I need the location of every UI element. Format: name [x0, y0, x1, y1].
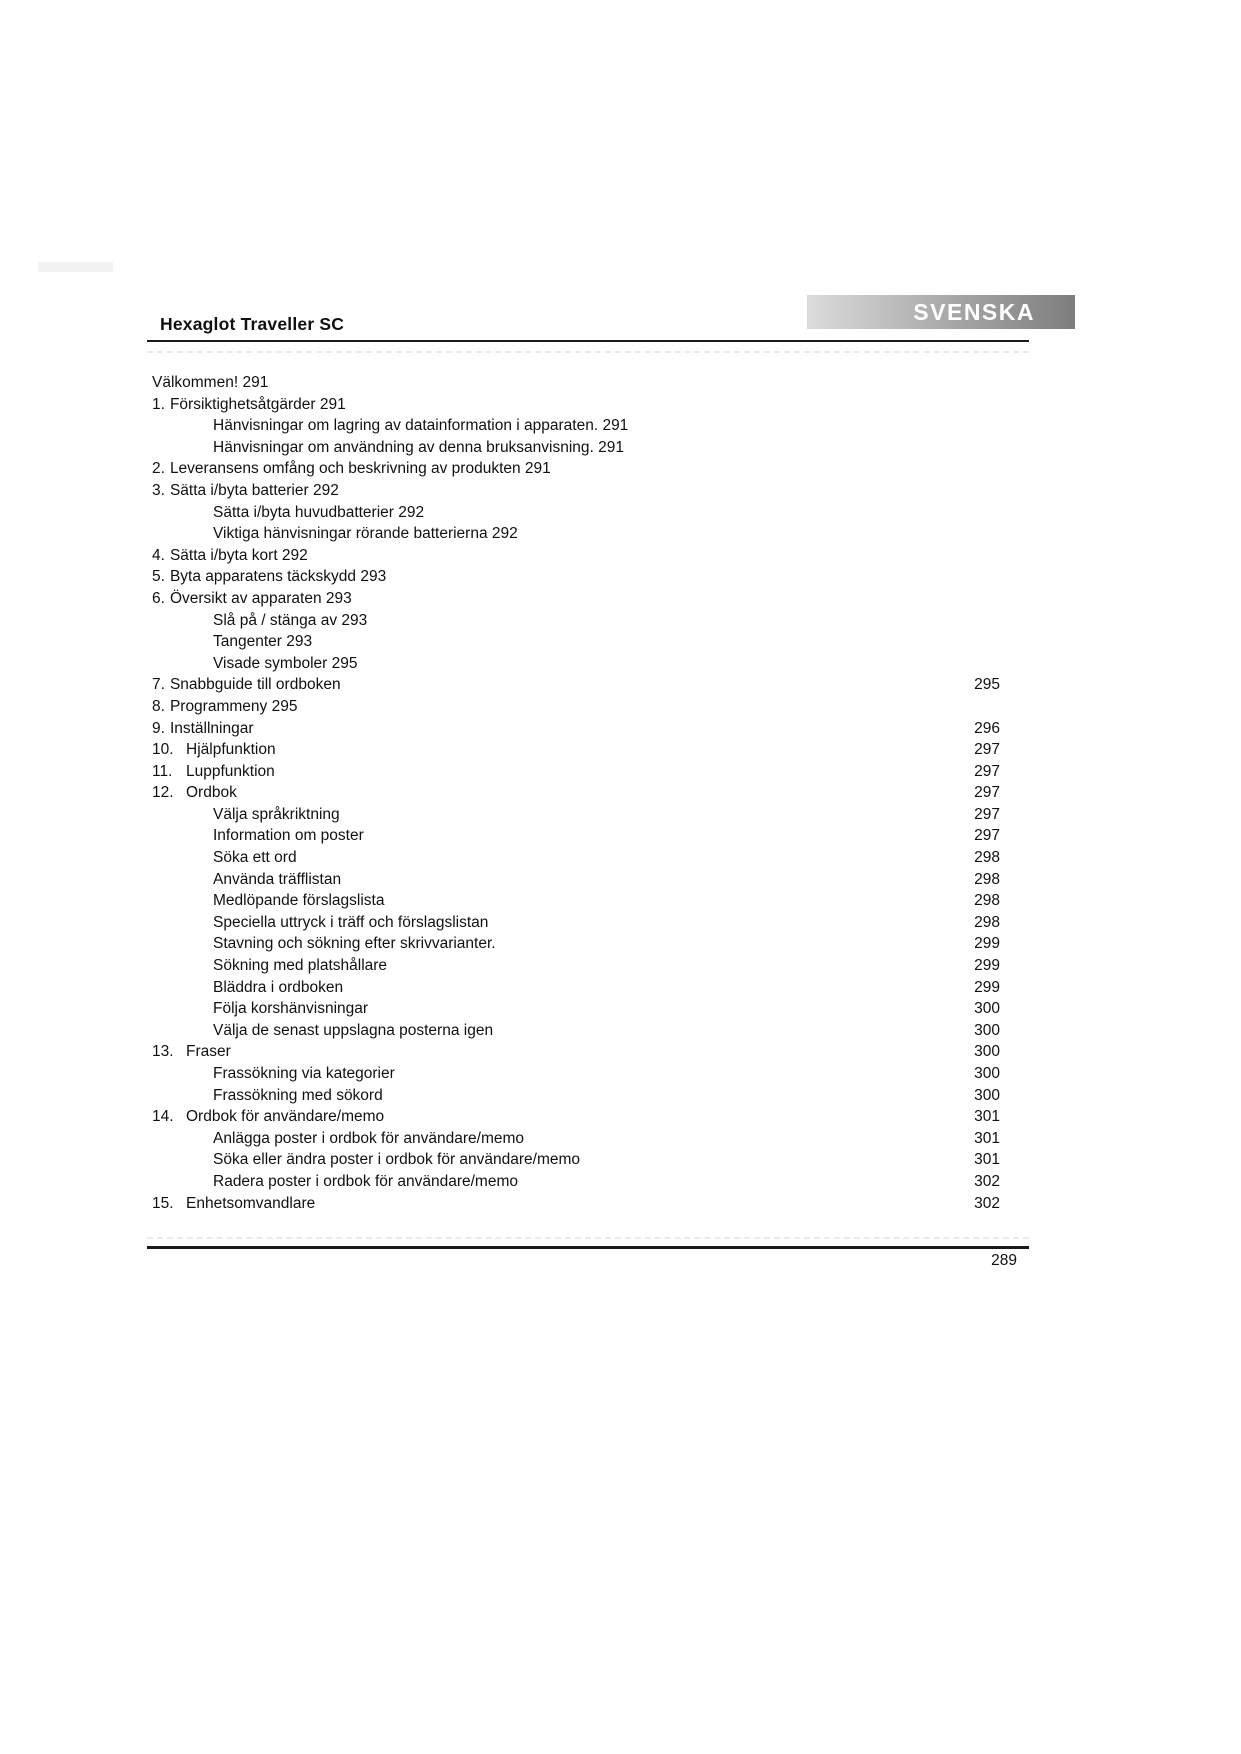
toc-entry-label: Frassökning med sökord — [213, 1086, 383, 1104]
toc-entry — [152, 1106, 1000, 1128]
toc-entry-number: 8. — [152, 697, 165, 715]
toc-entry-label: Välja språkriktning — [213, 805, 340, 823]
toc-entry — [152, 610, 1000, 632]
toc-entry-label: Ordbok — [186, 784, 237, 802]
toc-entry-page: 300 — [974, 1000, 1000, 1018]
toc-entry-page: 301 — [974, 1129, 1000, 1147]
toc-entry — [152, 782, 1000, 804]
toc-entry-number: 13. — [152, 1043, 174, 1061]
toc-entry-label: Anlägga poster i ordbok för användare/memo — [213, 1129, 525, 1147]
toc-entry-page: 302 — [974, 1172, 1000, 1190]
toc-entry-number: 2. — [152, 460, 165, 478]
toc-entry-label: Speciella uttryck i träff och förslagslistan — [213, 913, 489, 931]
toc-entry — [152, 718, 1000, 740]
toc-entry — [152, 1020, 1000, 1042]
toc-entry-page: 299 — [974, 978, 1000, 996]
toc-entry — [152, 825, 1000, 847]
toc-entry-label: Enhetsomvandlare — [186, 1194, 316, 1212]
toc-entry — [152, 933, 1000, 955]
toc-entry — [152, 1171, 1000, 1193]
toc-entry — [152, 1085, 1000, 1107]
toc-entry-page: 295 — [974, 676, 1000, 694]
toc-entry-page: 297 — [974, 741, 1000, 759]
toc-entry — [152, 394, 1000, 416]
toc-entry — [152, 1041, 1000, 1063]
toc-entry-label: Medlöpande förslagslista — [213, 892, 385, 910]
toc-entry — [152, 761, 1000, 783]
toc-entry — [152, 588, 1000, 610]
toc-entry-page: 297 — [974, 827, 1000, 845]
toc-entry — [152, 502, 1000, 524]
toc-entry-page: 298 — [974, 870, 1000, 888]
toc-entry-page: 300 — [974, 1086, 1000, 1104]
toc-entry-label: Stavning och sökning efter skrivvarianter. — [213, 935, 496, 953]
toc-entry — [152, 696, 1000, 718]
toc-entry-number: 9. — [152, 719, 165, 737]
toc-entry — [152, 545, 1000, 567]
toc-entry-label: Inställningar — [169, 719, 254, 737]
footer-dash-artifact — [147, 1237, 1029, 1239]
toc-entry-label: Välja de senast uppslagna posterna igen — [213, 1021, 494, 1039]
footer-divider — [147, 1246, 1029, 1249]
toc-entry — [152, 653, 1000, 675]
toc-entry — [152, 566, 1000, 588]
toc-entry-page: 301 — [974, 1151, 1000, 1169]
toc-entry — [152, 912, 1000, 934]
toc-entry-page: 297 — [974, 762, 1000, 780]
language-banner — [807, 295, 1075, 329]
toc-entry-label: Sätta i/byta huvudbatterier 292 — [213, 503, 425, 521]
toc-entry-label: Fraser — [186, 1043, 231, 1061]
toc-entry-label: Snabbguide till ordboken — [169, 676, 341, 694]
toc-entry-page: 299 — [974, 957, 1000, 975]
toc-entry-label: Information om poster — [213, 827, 364, 845]
table-of-contents — [152, 372, 1000, 1214]
toc-entry — [152, 458, 1000, 480]
toc-entry-page: 300 — [974, 1021, 1000, 1039]
toc-entry-number: 4. — [152, 546, 165, 564]
toc-entry-number: 15. — [152, 1194, 174, 1212]
toc-entry-number: 12. — [152, 784, 174, 802]
toc-entry-number: 1. — [152, 395, 165, 413]
toc-entry-number: 5. — [152, 568, 165, 586]
toc-entry-label: Radera poster i ordbok för användare/memo — [213, 1172, 518, 1190]
toc-entry-page: 297 — [974, 805, 1000, 823]
toc-entry-label: Sätta i/byta batterier 292 — [169, 481, 339, 499]
toc-entry — [152, 372, 1000, 394]
toc-entry-page: 298 — [974, 892, 1000, 910]
toc-entry-number: 7. — [152, 676, 165, 694]
toc-entry-label: Hjälpfunktion — [186, 741, 276, 759]
toc-entry-label: Leveransens omfång och beskrivning av produkten 291 — [169, 460, 551, 478]
toc-entry — [152, 674, 1000, 696]
toc-entry-number: 11. — [152, 762, 173, 780]
toc-entry — [152, 977, 1000, 999]
toc-entry — [152, 631, 1000, 653]
toc-entry-label: Frassökning via kategorier — [213, 1065, 395, 1082]
toc-entry-label: Programmeny 295 — [169, 697, 298, 715]
toc-entry — [152, 1063, 1000, 1085]
toc-entry — [152, 437, 1000, 459]
toc-entry-page: 299 — [974, 935, 1000, 953]
toc-entry — [152, 1193, 1000, 1215]
toc-entry-label: Slå på / stänga av 293 — [213, 611, 368, 629]
toc-entry — [152, 998, 1000, 1020]
header-divider — [147, 340, 1029, 342]
toc-entry-label: Sätta i/byta kort 292 — [169, 546, 308, 564]
toc-entry-page: 297 — [974, 784, 1000, 802]
page-title: Hexaglot Traveller SC — [160, 314, 345, 334]
toc-entry-label: Hänvisningar om lagring av datainformation i apparaten. 291 — [213, 417, 629, 435]
toc-entry-label: Använda träfflistan — [213, 870, 342, 888]
scan-artifact — [38, 262, 113, 272]
language-label: SVENSKA — [913, 298, 1035, 325]
toc-entry-label: Viktiga hänvisningar rörande batterierna 292 — [213, 525, 518, 543]
toc-entry-page: 298 — [974, 849, 1000, 867]
toc-entry-label: Försiktighetsåtgärder 291 — [169, 395, 346, 413]
toc-entry-label: Tangenter 293 — [213, 633, 313, 651]
toc-entry-label: Ordbok för användare/memo — [186, 1108, 385, 1126]
toc-entry — [152, 415, 1000, 437]
toc-entry — [152, 890, 1000, 912]
toc-entry — [152, 869, 1000, 891]
toc-entry-page: 298 — [974, 913, 1000, 931]
toc-entry-label: Luppfunktion — [186, 762, 275, 780]
toc-entry-label: Översikt av apparaten 293 — [169, 589, 352, 607]
toc-entry-label: Sökning med platshållare — [213, 957, 388, 975]
toc-entry-number: 6. — [152, 589, 165, 607]
toc-entry — [152, 1128, 1000, 1150]
toc-entry-label: Bläddra i ordboken — [213, 978, 344, 996]
toc-entry — [152, 523, 1000, 545]
toc-entry-label: Visade symboler 295 — [213, 654, 358, 672]
toc-entry-label: Följa korshänvisningar — [213, 1000, 369, 1018]
toc-entry-page: 301 — [974, 1108, 1000, 1126]
toc-entry-page: 296 — [974, 719, 1000, 737]
toc-entry-label: Hänvisningar om användning av denna bruksanvisning. 291 — [213, 438, 625, 456]
toc-entry-label: Söka eller ändra poster i ordbok för användare/memo — [213, 1151, 581, 1169]
toc-entry-number: 14. — [152, 1108, 174, 1126]
toc-entry-label: Söka ett ord — [213, 849, 297, 867]
toc-entry-page: 302 — [974, 1194, 1000, 1212]
toc-entry — [152, 480, 1000, 502]
toc-entry — [152, 739, 1000, 761]
header-dash-artifact — [147, 351, 1029, 353]
toc-entry-number: 3. — [152, 481, 165, 499]
toc-entry-label: Välkommen! 291 — [152, 374, 269, 391]
toc-entry — [152, 955, 1000, 977]
page-number: 289 — [991, 1252, 1017, 1269]
toc-entry-page: 300 — [974, 1043, 1000, 1061]
toc-entry-number: 10. — [152, 741, 174, 759]
toc-entry — [152, 1149, 1000, 1171]
toc-entry-page: 300 — [974, 1065, 1000, 1082]
toc-entry-label: Byta apparatens täckskydd 293 — [169, 568, 387, 586]
toc-entry — [152, 847, 1000, 869]
toc-entry — [152, 804, 1000, 826]
